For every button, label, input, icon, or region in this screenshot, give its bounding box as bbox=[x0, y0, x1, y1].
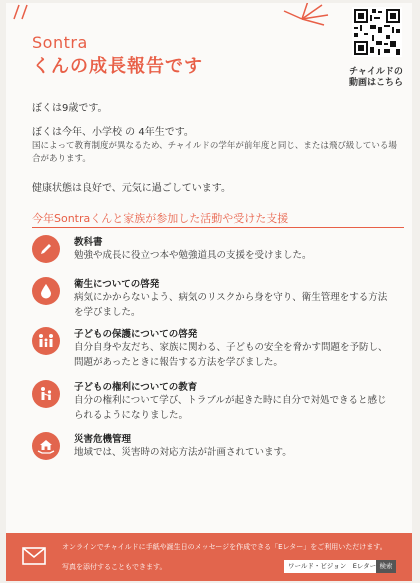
section-title: 今年Sontraくんと家族が参加した活動や受けた支援 bbox=[32, 212, 289, 225]
house-hands-icon bbox=[32, 432, 60, 460]
water-drop-icon bbox=[32, 277, 60, 305]
parent-child-icon bbox=[32, 380, 60, 408]
qr-caption: チャイルドの 動画はこちら bbox=[348, 67, 403, 88]
grade-note: 国によって教育制度が異なるため、チャイルドの学年が前年度と同じ、または飛び級している場合があります。 bbox=[32, 141, 397, 164]
activity-body: 病気にかからないよう、病気のリスクから身を守り、衛生管理をする方法を学びました。 bbox=[74, 292, 388, 318]
pencil-icon bbox=[32, 235, 60, 263]
activity-title: 子どもの権利についての教育 bbox=[74, 382, 198, 393]
activity-item-child-protection bbox=[32, 326, 402, 374]
search-box[interactable] bbox=[284, 560, 396, 573]
child-name-title: Sontra bbox=[32, 33, 88, 52]
footer-text: オンラインでチャイルドに手紙や誕生日のメッセージを作成できる「Eレター」をご利用いただけます。 bbox=[62, 543, 387, 551]
health-text: 健康状態は良好で、元気に過ごしています。 bbox=[32, 183, 231, 194]
activity-item-disaster bbox=[32, 431, 402, 465]
activity-title: 教科書 bbox=[74, 237, 103, 248]
activity-title: 災害危機管理 bbox=[74, 434, 132, 445]
mail-icon bbox=[22, 547, 46, 565]
qr-code[interactable] bbox=[352, 7, 402, 57]
footer-subtext: 写真を添付することもできます。 bbox=[62, 563, 167, 571]
activity-body: 自分の権利について学び、トラブルが起きた時に自分で対処できると感じられるようになりました。 bbox=[74, 395, 387, 421]
section-divider bbox=[32, 227, 404, 228]
search-query[interactable]: ワールド・ビジョン Eレター bbox=[288, 562, 377, 570]
activity-item-hygiene bbox=[32, 276, 402, 324]
report-card bbox=[6, 3, 412, 581]
activity-body: 地域では、災害時の対応方法が計画されています。 bbox=[74, 447, 292, 458]
footer-banner bbox=[6, 533, 412, 581]
grade-text: ぼくは今年、小学校 の 4年生です。 bbox=[32, 127, 194, 138]
activity-title: 子どもの保護についての啓発 bbox=[74, 329, 198, 340]
activity-body: 勉強や成長に役立つ本や勉強道具の支援を受けました。 bbox=[74, 250, 312, 261]
activity-body: 自分自身や友だち、家族に関わる、子どもの安全を脅かす問題を予防し、問題があったときに報告する方法を学びました。 bbox=[74, 342, 388, 368]
activity-item-child-rights bbox=[32, 379, 402, 427]
search-button[interactable]: 検索 bbox=[376, 560, 396, 573]
family-icon bbox=[32, 327, 60, 355]
activity-item-textbooks bbox=[32, 234, 402, 268]
age-text: ぼくは9歳です。 bbox=[32, 103, 108, 114]
activity-title: 衛生についての啓発 bbox=[74, 279, 160, 290]
page-title: くんの成長報告です bbox=[32, 56, 203, 77]
